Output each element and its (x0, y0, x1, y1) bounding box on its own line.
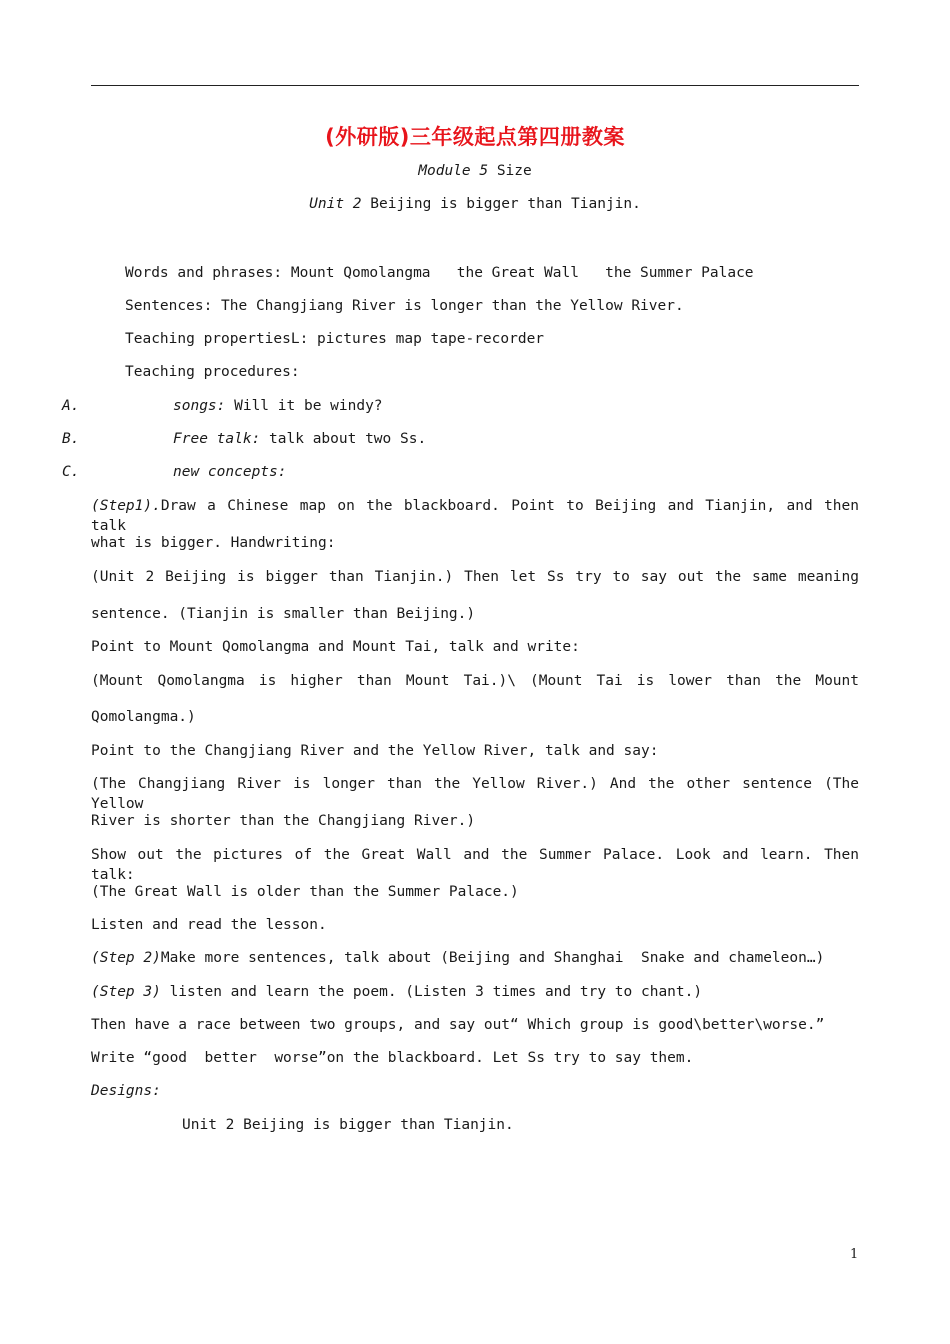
body-line-3: (Unit 2 Beijing is bigger than Tianjin.) Then let Ss try to say out the same meaning (91, 569, 859, 585)
step1-label: (Step1). (91, 498, 161, 514)
body-line-6: (Mount Qomolangma is higher than Mount Tai.)\ (Mount Tai is lower than the Mount (91, 673, 859, 689)
body-line-12: (The Great Wall is older than the Summer Palace.) (91, 884, 519, 900)
page-number: 1 (850, 1247, 859, 1262)
header-rule (91, 85, 859, 86)
body-line-8: Point to the Changjiang River and the Yellow River, talk and say: (91, 743, 659, 759)
step-letter-c: C. (62, 464, 80, 480)
step-b-text: talk about two Ss. (260, 431, 427, 447)
document-title: (外研版)三年级起点第四册教案 (325, 125, 625, 149)
step-b (173, 429, 426, 449)
step-letter-a: A. (62, 398, 80, 414)
step-letter-b: B. (62, 431, 80, 447)
module-heading (0, 163, 950, 179)
module-label: Module 5 (418, 163, 489, 179)
unit-name: Beijing is bigger than Tianjin. (370, 196, 641, 212)
body-line-step3 (91, 982, 702, 1002)
body-line-4: sentence. (Tianjin is smaller than Beijing.) (91, 606, 476, 622)
intro-sentences: Sentences: The Changjiang River is longer than the Yellow River. (125, 298, 684, 314)
body-line-9: (The Changjiang River is longer than the Yellow River.) And the other sentence (The Yellow (91, 776, 859, 812)
step-c-label: new concepts: (173, 464, 287, 480)
module-name: Size (496, 163, 532, 179)
step3-label: (Step 3) (91, 984, 161, 1000)
step-c (173, 462, 287, 482)
step2-text: Make more sentences, talk about (Beijing and Shanghai Snake and chameleon…) (160, 950, 825, 966)
step-a-label: songs: (173, 398, 226, 414)
step-a-text: Will it be windy? (225, 398, 383, 414)
step3-text: listen and learn the poem. (Listen 3 times and try to chant.) (160, 984, 703, 1000)
designs-label: Designs: (91, 1083, 161, 1099)
body-line-13: Listen and read the lesson. (91, 917, 327, 933)
step1-text: Draw a Chinese map on the blackboard. Point to Beijing and Tianjin, and then talk (91, 498, 859, 534)
step2-label: (Step 2) (91, 950, 161, 966)
step-a (173, 396, 383, 416)
body-line-step2 (91, 948, 824, 968)
body-line-16: Then have a race between two groups, and say out“ Which group is good\better\worse.” (91, 1017, 825, 1033)
unit-label: Unit 2 (309, 196, 362, 212)
intro-properties: Teaching propertiesL: pictures map tape-recorder (125, 331, 545, 347)
body-line-1 (91, 496, 859, 536)
design-line: Unit 2 Beijing is bigger than Tianjin. (182, 1117, 514, 1133)
body-line-10: River is shorter than the Changjiang River.) (91, 813, 476, 829)
body-line-17: Write “good better worse”on the blackboard. Let Ss try to say them. (91, 1050, 694, 1066)
body-line-2: what is bigger. Handwriting: (91, 535, 336, 551)
step-b-label: Free talk: (173, 431, 261, 447)
body-line-5: Point to Mount Qomolangma and Mount Tai, talk and write: (91, 639, 580, 655)
unit-heading (0, 196, 950, 212)
intro-procedures: Teaching procedures: (125, 364, 300, 380)
body-line-11: Show out the pictures of the Great Wall and the Summer Palace. Look and learn. Then talk: (91, 847, 859, 883)
intro-words: Words and phrases: Mount Qomolangma the Great Wall the Summer Palace (125, 265, 754, 281)
body-line-7: Qomolangma.) (91, 709, 196, 725)
